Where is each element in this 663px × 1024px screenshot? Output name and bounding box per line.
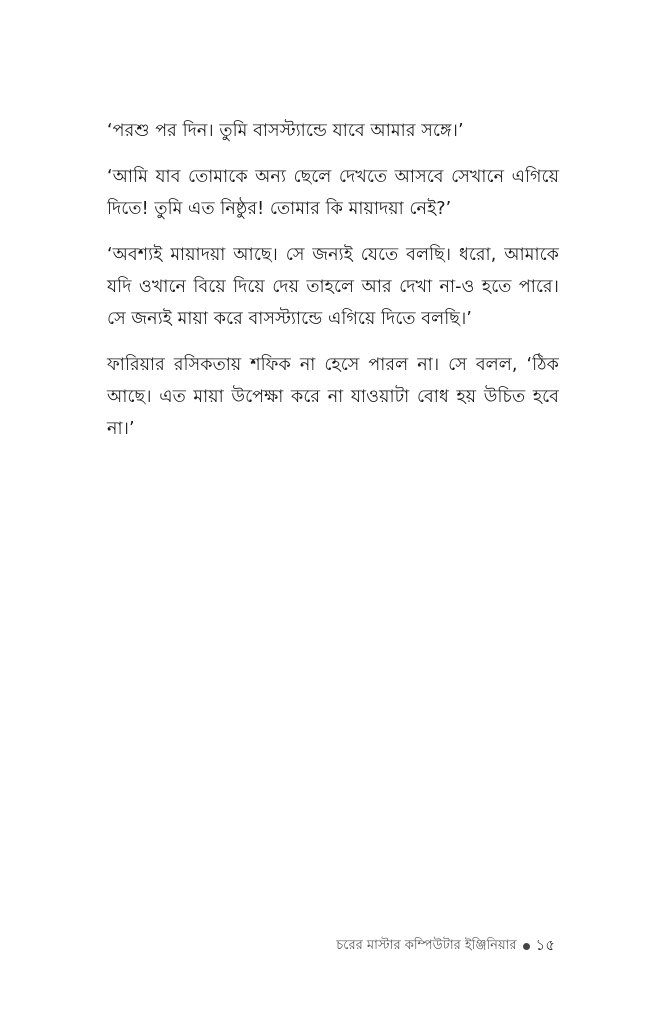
- bullet-icon: [523, 943, 530, 950]
- paragraph-3: ‘অবশ্যই মায়াদয়া আছে। সে জন্যই যেতে বলছি। ধরো, আমাকে যদি ওখানে বিয়ে দিয়ে দেয় তাহলে আর দেখা না-ও হতে পারে। সে জন্যই মায়া করে বাসস্ট্যান্ডে এগিয়ে দিতে বলছি।’: [107, 245, 559, 329]
- page-number: ১৫: [535, 936, 555, 954]
- paragraph-4: ফারিয়ার রসিকতায় শফিক না হেসে পারল না। সে বলল, ‘ঠিক আছে। এত মায়া উপেক্ষা করে না যাওয়াটা বোধ হয় উচিত হবে না।’: [107, 355, 559, 439]
- page-body: [107, 115, 559, 459]
- page-footer: [336, 934, 555, 959]
- paragraph-1: ‘পরশু পর দিন। তুমি বাসস্ট্যান্ডে যাবে আমার সঙ্গে।’: [107, 121, 464, 141]
- paragraph-2: ‘আমি যাব তোমাকে অন্য ছেলে দেখতে আসবে সেখানে এগিয়ে দিতে! তুমি এত নিষ্ঠুর! তোমার কি মায়াদয়া নেই?’: [107, 167, 559, 219]
- running-book-title: চরের মাস্টার কম্পিউটার ইঞ্জিনিয়ার: [336, 938, 517, 953]
